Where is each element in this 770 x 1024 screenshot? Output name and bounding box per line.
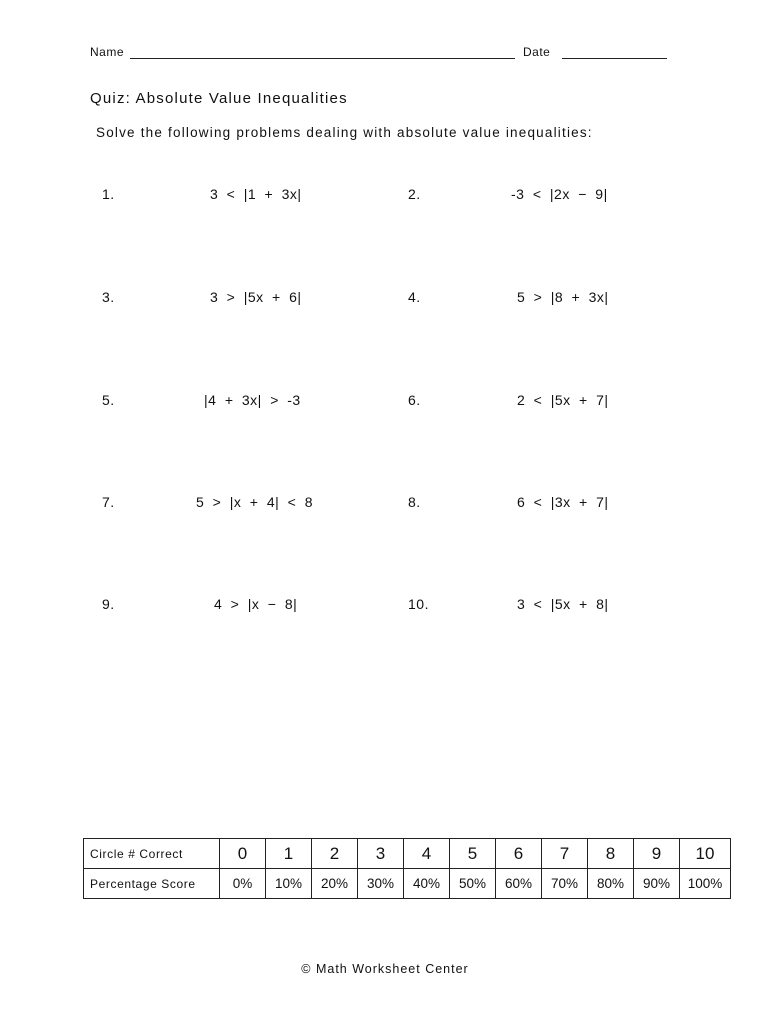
problem-expression: 4 > |x − 8| [214, 596, 298, 612]
percentage-cell: 40% [404, 869, 450, 899]
problem-10 [408, 596, 708, 616]
problem-expression: |4 + 3x| > -3 [204, 392, 301, 408]
problem-expression: 6 < |3x + 7| [517, 494, 609, 510]
problem-number: 5. [102, 392, 115, 408]
problem-expression: -3 < |2x − 9| [511, 186, 608, 202]
percentage-cell: 10% [266, 869, 312, 899]
count-cell[interactable]: 6 [496, 839, 542, 869]
problem-number: 9. [102, 596, 115, 612]
percentage-cell: 0% [220, 869, 266, 899]
count-cell[interactable]: 1 [266, 839, 312, 869]
percentage-cell: 70% [542, 869, 588, 899]
copyright-footer: © Math Worksheet Center [301, 962, 469, 976]
percentage-cell: 80% [588, 869, 634, 899]
problem-expression: 2 < |5x + 7| [517, 392, 609, 408]
count-cell[interactable]: 0 [220, 839, 266, 869]
problem-5 [102, 392, 382, 412]
percentage-cell: 90% [634, 869, 680, 899]
date-label: Date [523, 45, 551, 59]
date-field-line[interactable] [562, 58, 667, 59]
percentage-cell: 50% [450, 869, 496, 899]
correct-count-label: Circle # Correct [84, 839, 220, 869]
problem-expression: 3 > |5x + 6| [210, 289, 302, 305]
percentage-cell: 30% [358, 869, 404, 899]
count-cell[interactable]: 10 [680, 839, 731, 869]
problem-number: 8. [408, 494, 421, 510]
problem-number: 4. [408, 289, 421, 305]
correct-count-row [84, 839, 731, 869]
count-cell[interactable]: 2 [312, 839, 358, 869]
problem-7 [102, 494, 382, 514]
name-date-row [90, 42, 670, 62]
percentage-cell: 20% [312, 869, 358, 899]
quiz-title: Quiz: Absolute Value Inequalities [90, 90, 348, 107]
problem-expression: 5 > |8 + 3x| [517, 289, 609, 305]
count-cell[interactable]: 7 [542, 839, 588, 869]
problem-list [0, 186, 770, 626]
count-cell[interactable]: 5 [450, 839, 496, 869]
percentage-cell: 60% [496, 869, 542, 899]
problem-8 [408, 494, 708, 514]
problem-number: 2. [408, 186, 421, 202]
count-cell[interactable]: 3 [358, 839, 404, 869]
problem-number: 1. [102, 186, 115, 202]
percentage-row [84, 869, 731, 899]
score-table [83, 838, 731, 899]
instructions: Solve the following problems dealing with absolute value inequalities: [96, 125, 593, 140]
problem-2 [408, 186, 708, 206]
problem-number: 7. [102, 494, 115, 510]
name-field-line[interactable] [130, 58, 515, 59]
problem-1 [102, 186, 382, 206]
problem-9 [102, 596, 382, 616]
problem-expression: 5 > |x + 4| < 8 [196, 494, 313, 510]
problem-expression: 3 < |1 + 3x| [210, 186, 302, 202]
percentage-cell: 100% [680, 869, 731, 899]
problem-6 [408, 392, 708, 412]
problem-4 [408, 289, 708, 309]
problem-number: 6. [408, 392, 421, 408]
count-cell[interactable]: 8 [588, 839, 634, 869]
problem-3 [102, 289, 382, 309]
percentage-label: Percentage Score [84, 869, 220, 899]
problem-number: 3. [102, 289, 115, 305]
problem-expression: 3 < |5x + 8| [517, 596, 609, 612]
count-cell[interactable]: 9 [634, 839, 680, 869]
name-label: Name [90, 45, 125, 59]
count-cell[interactable]: 4 [404, 839, 450, 869]
problem-number: 10. [408, 596, 429, 612]
